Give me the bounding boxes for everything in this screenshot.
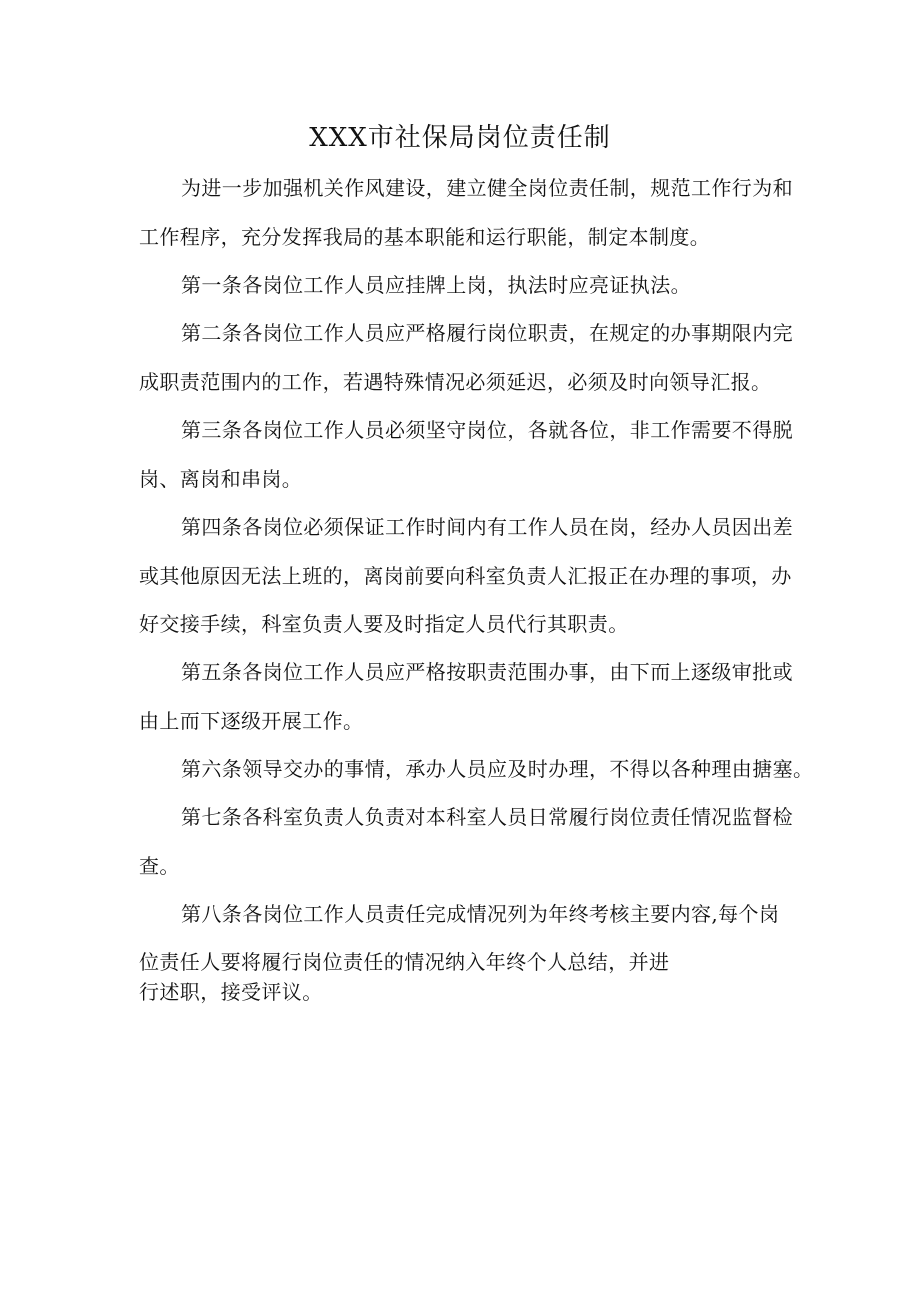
article-7-line-1: 第七条各科室负责人负责对本科室人员日常履行岗位责任情况监督检 xyxy=(181,805,793,829)
article-3-line-1: 第三条各岗位工作人员必须坚守岗位，各就各位，非工作需要不得脱 xyxy=(181,418,793,442)
article-1-line-1: 第一条各岗位工作人员应挂牌上岗，执法时应亮证执法。 xyxy=(181,273,691,297)
article-7-line-2: 查。 xyxy=(139,854,180,878)
article-4-line-1: 第四条各岗位必须保证工作时间内有工作人员在岗，经办人员因出差 xyxy=(181,515,793,539)
article-6-line-1: 第六条领导交办的事情，承办人员应及时办理，不得以各种理由搪塞。 xyxy=(181,757,814,781)
article-5-line-2: 由上而下逐级开展工作。 xyxy=(139,709,364,733)
article-8-line-3: 行述职，接受评议。 xyxy=(139,980,323,1004)
article-5-line-1: 第五条各岗位工作人员应严格按职责范围办事，由下而上逐级审批或 xyxy=(181,660,793,684)
article-3-line-2: 岗、离岗和串岗。 xyxy=(139,467,303,491)
paragraph-intro-line-1: 为进一步加强机关作风建设，建立健全岗位责任制，规范工作行为和 xyxy=(181,176,793,200)
article-4-line-3: 好交接手续，科室负责人要及时指定人员代行其职责。 xyxy=(139,612,629,636)
article-2-line-2: 成职责范围内的工作，若遇特殊情况必须延迟，必须及时向领导汇报。 xyxy=(139,370,772,394)
article-8-line-2: 位责任人要将履行岗位责任的情况纳入年终个人总结，并进 xyxy=(139,950,670,974)
paragraph-intro-line-2: 工作程序，充分发挥我局的基本职能和运行职能，制定本制度。 xyxy=(139,225,711,249)
article-4-line-2: 或其他原因无法上班的，离岗前要向科室负责人汇报正在办理的事项，办 xyxy=(139,564,792,588)
article-8-line-1: 第八条各岗位工作人员责任完成情况列为年终考核主要内容,每个岗 xyxy=(181,902,780,926)
document-title: XXX市社保局岗位责任制 xyxy=(309,123,611,153)
article-2-line-1: 第二条各岗位工作人员应严格履行岗位职责，在规定的办事期限内完 xyxy=(181,321,793,345)
